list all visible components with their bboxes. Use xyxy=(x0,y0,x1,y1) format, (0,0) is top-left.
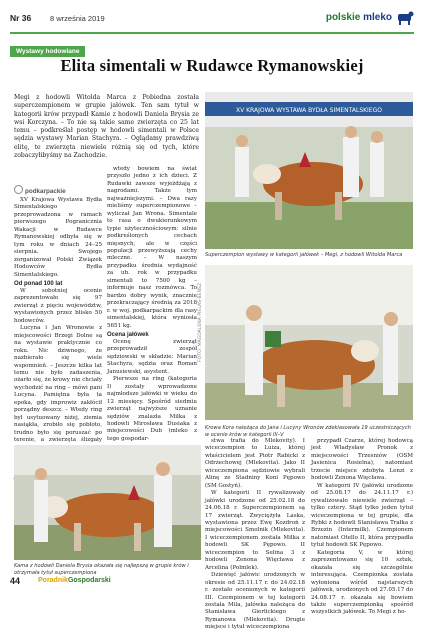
paragraph: Kategoria V, w której zaprezentowano się 10 sztuk, okazała się szczególnie interesująca. Czempionka została wyłoniona wśród najstarszych jałówek, urodzonych od 27.05.17 do 24.08.17 r. okazała się bowiem także superczempionką spośród wszystkich jałówek. To Megi z ho- xyxy=(311,549,413,616)
photo-superchampion-heifer xyxy=(205,92,413,249)
column-2 xyxy=(107,166,197,443)
page-number: 44 xyxy=(10,576,21,586)
photo-credit: FOTO: MAGDALENA PIELAS-BENSZ xyxy=(198,282,203,362)
banner-text: XV KRAJOWA WYSTAWA BYDŁA SIMENTALSKIEGO xyxy=(235,107,383,114)
photo-1-caption: Superczempion wystawy w kategorii jałówek – Megi, z hodowli Witolda Marca xyxy=(205,252,403,258)
pin-icon xyxy=(14,185,23,194)
paragraph: XV Krajowa Wystawa Bydła Simentalskiego przeprowadzona w ramach pierwszego Pogranicznia Wakacji w Rudawce Rymanowskiej odbyła się w tym roku w dniach 24–25 sierpnia. Swojego zorganizował Polski Związek Hodowców Bydła Simentalskiego. xyxy=(14,197,102,278)
paragraph: wtedy bowiem na świat przyszło jedno z ich dzieci. Z Rudawki zawsze wyjeżdżają z nagrodami. Także tym najważniejszymi. – Dwa razy mieliśmy superczempionowe – wyliczał Jan Wrona. Simentale to rasa o dwukierunkowym typie użytecznościowym: silnie podkreślonych cechach mięsnych, ale w części populacji przewyższają cechy mleczne. – W naszym przypadku średnia wydajność za ub. rok w przypadku simentali to 7500 kg – informuje nasz rozmówca. To bardzo dobry wynik, znacznie przekraczający średnią za 2018 r. w woj. podkarpackim dla rasy simentalskiej, która wyniosła 5651 kg. xyxy=(107,166,197,329)
page-footer xyxy=(10,576,414,590)
photo-superchampion-cow xyxy=(14,445,201,560)
paragraph: Lucyna i Jan Wronowie z miejscowości Brzegi Dolne są na wystawie praktycznie co roku. Nic dziwnego, że nazbierało się wiele wspomnień. – Jeszcze kilka lat temu nie było zadaszenia, ożarło się, że krowy nie chciały wychodzić na ring – mówi pani Lucyna. Pamiętna była ta epoka, gdy improwiz zakłócił porządny deszcz. – Wtedy ring był usytuowany niżej, ziemia nasiąkła, zrobiło się pobłoto, trudno było się poruszać po terenie, a zwierzęta ślizgały xyxy=(14,325,102,444)
paragraph: Pierwsze na ring (kategoria I) zostały wprowadzone najmłodsze jałówki w wieku do 12 miesięcy. Spośród siedmiu zwierząt najwyższe uznanie sędziów znalazła Milka z hodowli Mirosława Dusiaka z miejscowości Dub (mleko z tego gospodar- xyxy=(107,376,197,442)
page-header xyxy=(10,12,414,28)
article-lead: Megi z hodowli Witolda Marca z Pobiedna została superczempionem w grupie jałówek. Ten sam tytuł w kategorii krów przypadł Kamie z hodowli Daniela Brysia ze wsi Korczyna. – To nie są takie same zwierzęta co 25 lat temu – podkreślał postęp w hodowli simentali w Polsce sędzia wystawy Marian Stachyra. – Oglądamy prawdziwą elitę, te zwierzęta niewiele różnią się od tych, które zobaczyłibyśmy na Zachodzie. xyxy=(14,94,199,160)
paragraph: Ocenę zwierząt przeprowadził zespół sędziowski w składzie: Marian Stachyra, sędzia oraz Roman Janusiewski, asystent. xyxy=(107,338,197,375)
column-4 xyxy=(311,438,413,617)
paragraph: W kategorii II rywalizowały jałówki urodzone od 25.02.18 do 24.06.18 r. Superczempionem są 17 zwierząt. Zwyciężyła Laska, wystawiona przez Ewę Kozdroń z miejscowości Smolnik (Mlekovita). I wiceczempionem została Milka z hodowli SK Pępowo. II wiceczempion to Selina 3 z hodowli Zenona Więcława z Arcelina (Polmlek). xyxy=(205,490,305,571)
photo-3-caption: Kama z hodowli Daniela Brysia okazała się najlepszą w grupie krów i otrzymała tytuł superczempiona xyxy=(14,563,189,576)
photo-cow-kora xyxy=(205,265,413,420)
article-title: Elita simentali w Rudawce Rymanowskiej xyxy=(60,56,364,75)
issue-date: 8 września 2019 xyxy=(50,14,105,23)
section-tag: Wystawy hodowlane xyxy=(10,46,85,57)
subheading: Od ponad 100 lat xyxy=(14,280,63,287)
paragraph: W kategorii IV (jałówki urodzone od 25.08.17 do 24.11.17 r.) rywalizowało niewiele zwierząt – tylko cztery. Stąd tylko jeden tytuł wiceczempiona w tej grupie, dla Rybki z hodowli Stanisława Trałka z Brzezin (Intermilk). Czempionem natomiast Otello II, która przypadła tytuł hodowli SK Pępowo. xyxy=(311,482,413,549)
paragraph: W sobotniej ocenie zaprezentowało się 97 zwierząt z pięciu województw, wystawionych przez blisko 50 hodowców. xyxy=(14,287,102,324)
subheading: Ocena jałówek xyxy=(107,331,149,338)
column-3 xyxy=(205,438,305,632)
footer-brand: PoradnikGospodarski xyxy=(38,577,111,584)
photo-2-caption: Krowa Kora należąca do Jana i Lucyny Wronów zdeklasowała 19 uczestniczących w ocenie krów w kategorii III–V xyxy=(205,425,411,438)
article-region: podkarpackie xyxy=(14,185,66,195)
paragraph: przypadł Czarze, której hodowcą jest Władysław Pronok z miejscowości Trzesniów (OSM Jasienica Rosielna), natomiast trzecie miejsce zdobyła Lenzi z hodowli Zenona Więcława. xyxy=(311,438,413,482)
header-rule xyxy=(10,32,414,34)
issue-number: Nr 36 xyxy=(10,13,32,23)
magazine-logo: polskie mleko xyxy=(325,12,392,23)
cow-icon xyxy=(396,10,414,26)
paragraph: Dziewięć jałówic urodzonych w okresie od 25.11.17 r. do 24.02.18 r. zostało ocenionych w kategorii III. Czempionem w tej kategorii została Mila, jałówka należąca do Stanisława Gierlickiego z Rymanowa (Mlekovita). Drugie miejsce i tytuł wiceczempiona xyxy=(205,572,305,631)
paragraph: stwa trafia do Mlekovity). I wiceczempion to Luiza, której właścicielem jest Piotr Rabicki z Odrzechowej (Mlekovita). Jako II wiceczempiona sędziowie wybrali Alinę ze Stadniny Koni Pępowo (SM Gostyń). xyxy=(205,438,305,489)
